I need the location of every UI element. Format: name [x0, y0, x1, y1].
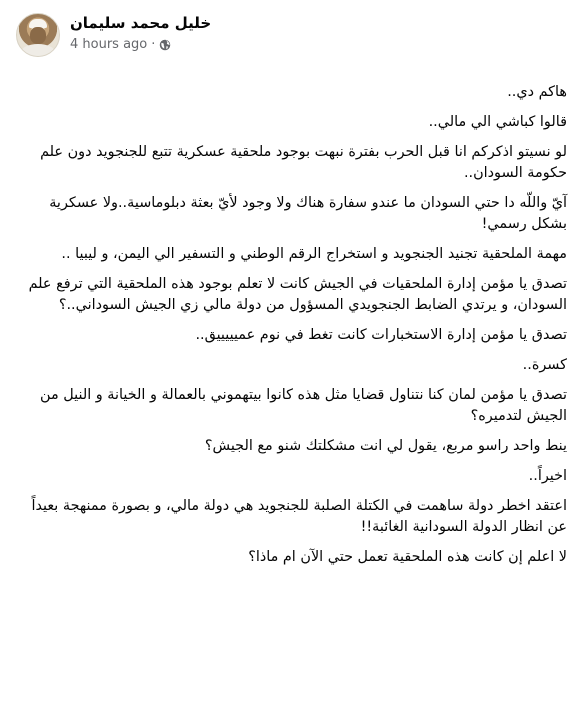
author-avatar[interactable]: [16, 13, 60, 57]
post-paragraph: تصدق يا مؤمن إدارة الملحقيات في الجيش كانت لا تعلم بوجود هذه الملحقية التي ترفع علم السودان، و يرتدي الضابط الجنجويدي المسؤول من دولة مالي زي الجيش السوداني..؟: [28, 276, 567, 313]
author-name[interactable]: خليل محمد سليمان: [70, 14, 212, 32]
avatar-face: [30, 27, 46, 44]
post-paragraph: قالوا كباشي الي مالي..: [428, 114, 567, 130]
post-paragraph: لو نسيتو اذكركم انا قبل الحرب بفترة نبهت بوجود ملحقية عسكرية تتبع للجنجويد دون علم حكومة السودان..: [40, 144, 567, 181]
post-paragraph: اعتقد اخطر دولة ساهمت في الكتلة الصلبة للجنجويد هي دولة مالي، و بصورة ممنهجة بعيداً عن انظار الدولة السودانية الغائبة!!: [31, 498, 567, 535]
post-paragraph: تصدق يا مؤمن إدارة الاستخبارات كانت تغط في نوم عميييييق..: [195, 327, 567, 343]
post-paragraph: مهمة الملحقية تجنيد الجنجويد و استخراج الرقم الوطني و التسفير الي اليمن، و ليبيا ..: [61, 246, 567, 262]
post-timestamp[interactable]: 4 hours ago: [70, 37, 148, 52]
post-paragraph: ينط واحد راسو مربع، يقول لي انت مشكلتك شنو مع الجيش؟: [204, 438, 567, 454]
post-paragraph: لا اعلم إن كانت هذه الملحقية تعمل حتي الآن ام ماذا؟: [248, 549, 567, 565]
post-meta: [70, 13, 211, 53]
post-paragraph: آيّ واللّه دا حتي السودان ما عندو سفارة هناك ولا وجود لأيّ بعثة دبلوماسية..ولا عسكرية بشكل رسمي!: [49, 195, 567, 232]
post-paragraph: هاكم دي..: [507, 84, 567, 100]
post-paragraph: اخيراً..: [528, 468, 567, 484]
avatar-shoulders: [21, 44, 55, 57]
post-subline: [70, 37, 171, 53]
post-paragraph: تصدق يا مؤمن لمان كنا نتناول قضايا مثل هذه كانوا بيتهموني بالعمالة و الخيانة و النيل من الجيش لتدميره؟: [40, 387, 567, 424]
globe-icon[interactable]: [159, 39, 171, 51]
post-header: [0, 0, 583, 62]
separator-dot: ·: [151, 37, 156, 52]
post-body: [0, 62, 583, 568]
post-paragraph: كسرة..: [522, 357, 567, 373]
